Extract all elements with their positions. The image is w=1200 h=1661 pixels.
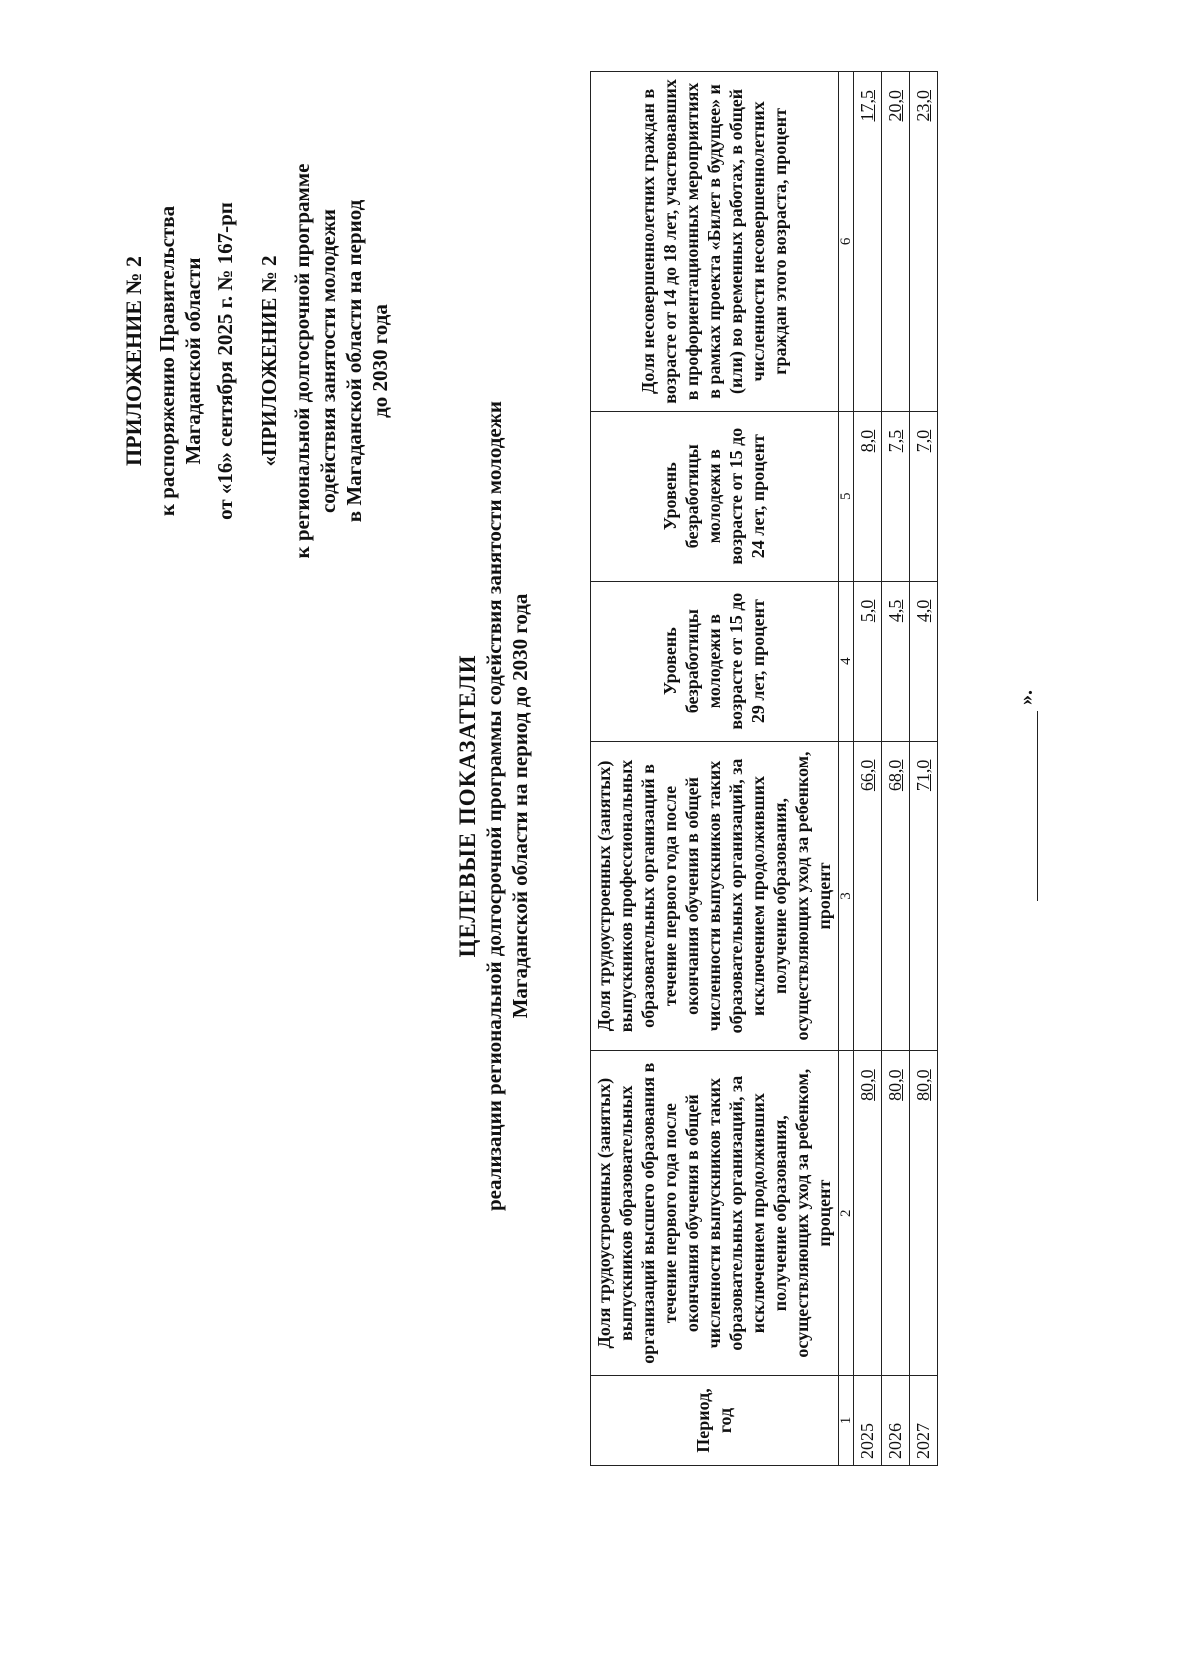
- table-header-row: [591, 72, 839, 1466]
- title-main: ЦЕЛЕВЫЕ ПОКАЗАТЕЛИ: [455, 654, 480, 958]
- table-cell: 66,0: [854, 741, 882, 1051]
- closing-line: [1015, 690, 1038, 901]
- title-sub-line2: Магаданской области на период до 2030 года: [508, 593, 533, 1019]
- column-number: 5: [839, 411, 854, 581]
- table-cell: 7,0: [910, 411, 938, 581]
- inner-annex-title: «ПРИЛОЖЕНИЕ № 2: [257, 255, 282, 467]
- table-row: [910, 72, 938, 1466]
- table-cell: 5,0: [854, 581, 882, 741]
- order-reference-line2: Магаданской области: [180, 257, 205, 465]
- column-header: Уровень безработицы молодежи в возрасте от 15 до 24 лет, процент: [591, 411, 839, 581]
- column-header: Доля трудоустроенных (занятых) выпускников образовательных организаций высшего образования в течение первого года после окончания обучения в общей численности выпускников таких образовательных организаций, за исключением продолживших получение образования, осуществляющих уход за ребенком, процент: [591, 1051, 839, 1376]
- column-number: 2: [839, 1051, 854, 1376]
- row-year: 2027: [910, 1376, 938, 1466]
- table-row: [854, 72, 882, 1466]
- table-cell: 80,0: [882, 1051, 910, 1376]
- row-year: 2025: [854, 1376, 882, 1466]
- table-cell: 4,5: [882, 581, 910, 741]
- table-cell: 20,0: [882, 72, 910, 412]
- title-sub-line1: реализации региональной долгосрочной программы содействия занятости молодежи: [482, 400, 506, 1212]
- column-number-row: [839, 72, 854, 1466]
- table-cell: 4,0: [910, 581, 938, 741]
- column-number: 1: [839, 1376, 854, 1466]
- column-header: Доля несовершеннолетних граждан в возрасте от 14 до 18 лет, участвовавших в профориентационных мероприятиях в рамках проекта «Билет в будущее» и (или) во временных работах, в общей численности несовершеннолетних граждан этого возраста, процент: [591, 72, 839, 412]
- column-number: 3: [839, 741, 854, 1051]
- program-reference-line3: в Магаданской области на период: [342, 199, 366, 523]
- closing-rule: [1037, 711, 1038, 901]
- column-header: Период, год: [591, 1376, 839, 1466]
- column-number: 4: [839, 581, 854, 741]
- program-reference-line2: содействия занятости молодежи: [315, 208, 340, 514]
- column-header: Уровень безработицы молодежи в возрасте от 15 до 29 лет, процент: [591, 581, 839, 741]
- table-cell: 7,5: [882, 411, 910, 581]
- order-reference-line1: к распоряжению Правительства: [154, 205, 179, 517]
- program-reference-line4: до 2030 года: [368, 304, 393, 418]
- order-date: от «16» сентября 2025 г. № 167-рп: [213, 202, 237, 520]
- table-cell: 71,0: [910, 741, 938, 1051]
- table-cell: 80,0: [854, 1051, 882, 1376]
- table-cell: 8,0: [854, 411, 882, 581]
- row-year: 2026: [882, 1376, 910, 1466]
- indicators-table: [590, 71, 938, 1466]
- annex-header: [120, 91, 394, 631]
- table-cell: 17,5: [854, 72, 882, 412]
- column-number: 6: [839, 72, 854, 412]
- closing-mark: ».: [1015, 690, 1037, 705]
- column-header: Доля трудоустроенных (занятых) выпускников профессиональных образовательных организаций в течение первого года после окончания обучения в общей численности выпускников таких образовательных организаций, за исключением продолживших получение образования, осуществляющих уход за ребенком, процент: [591, 741, 839, 1051]
- table-cell: 80,0: [910, 1051, 938, 1376]
- program-reference-line1: к региональной долгосрочной программе: [289, 163, 314, 559]
- annex-title: ПРИЛОЖЕНИЕ № 2: [121, 255, 146, 467]
- document-title: [455, 281, 534, 1331]
- table-cell: 68,0: [882, 741, 910, 1051]
- table-cell: 23,0: [910, 72, 938, 412]
- table-row: [882, 72, 910, 1466]
